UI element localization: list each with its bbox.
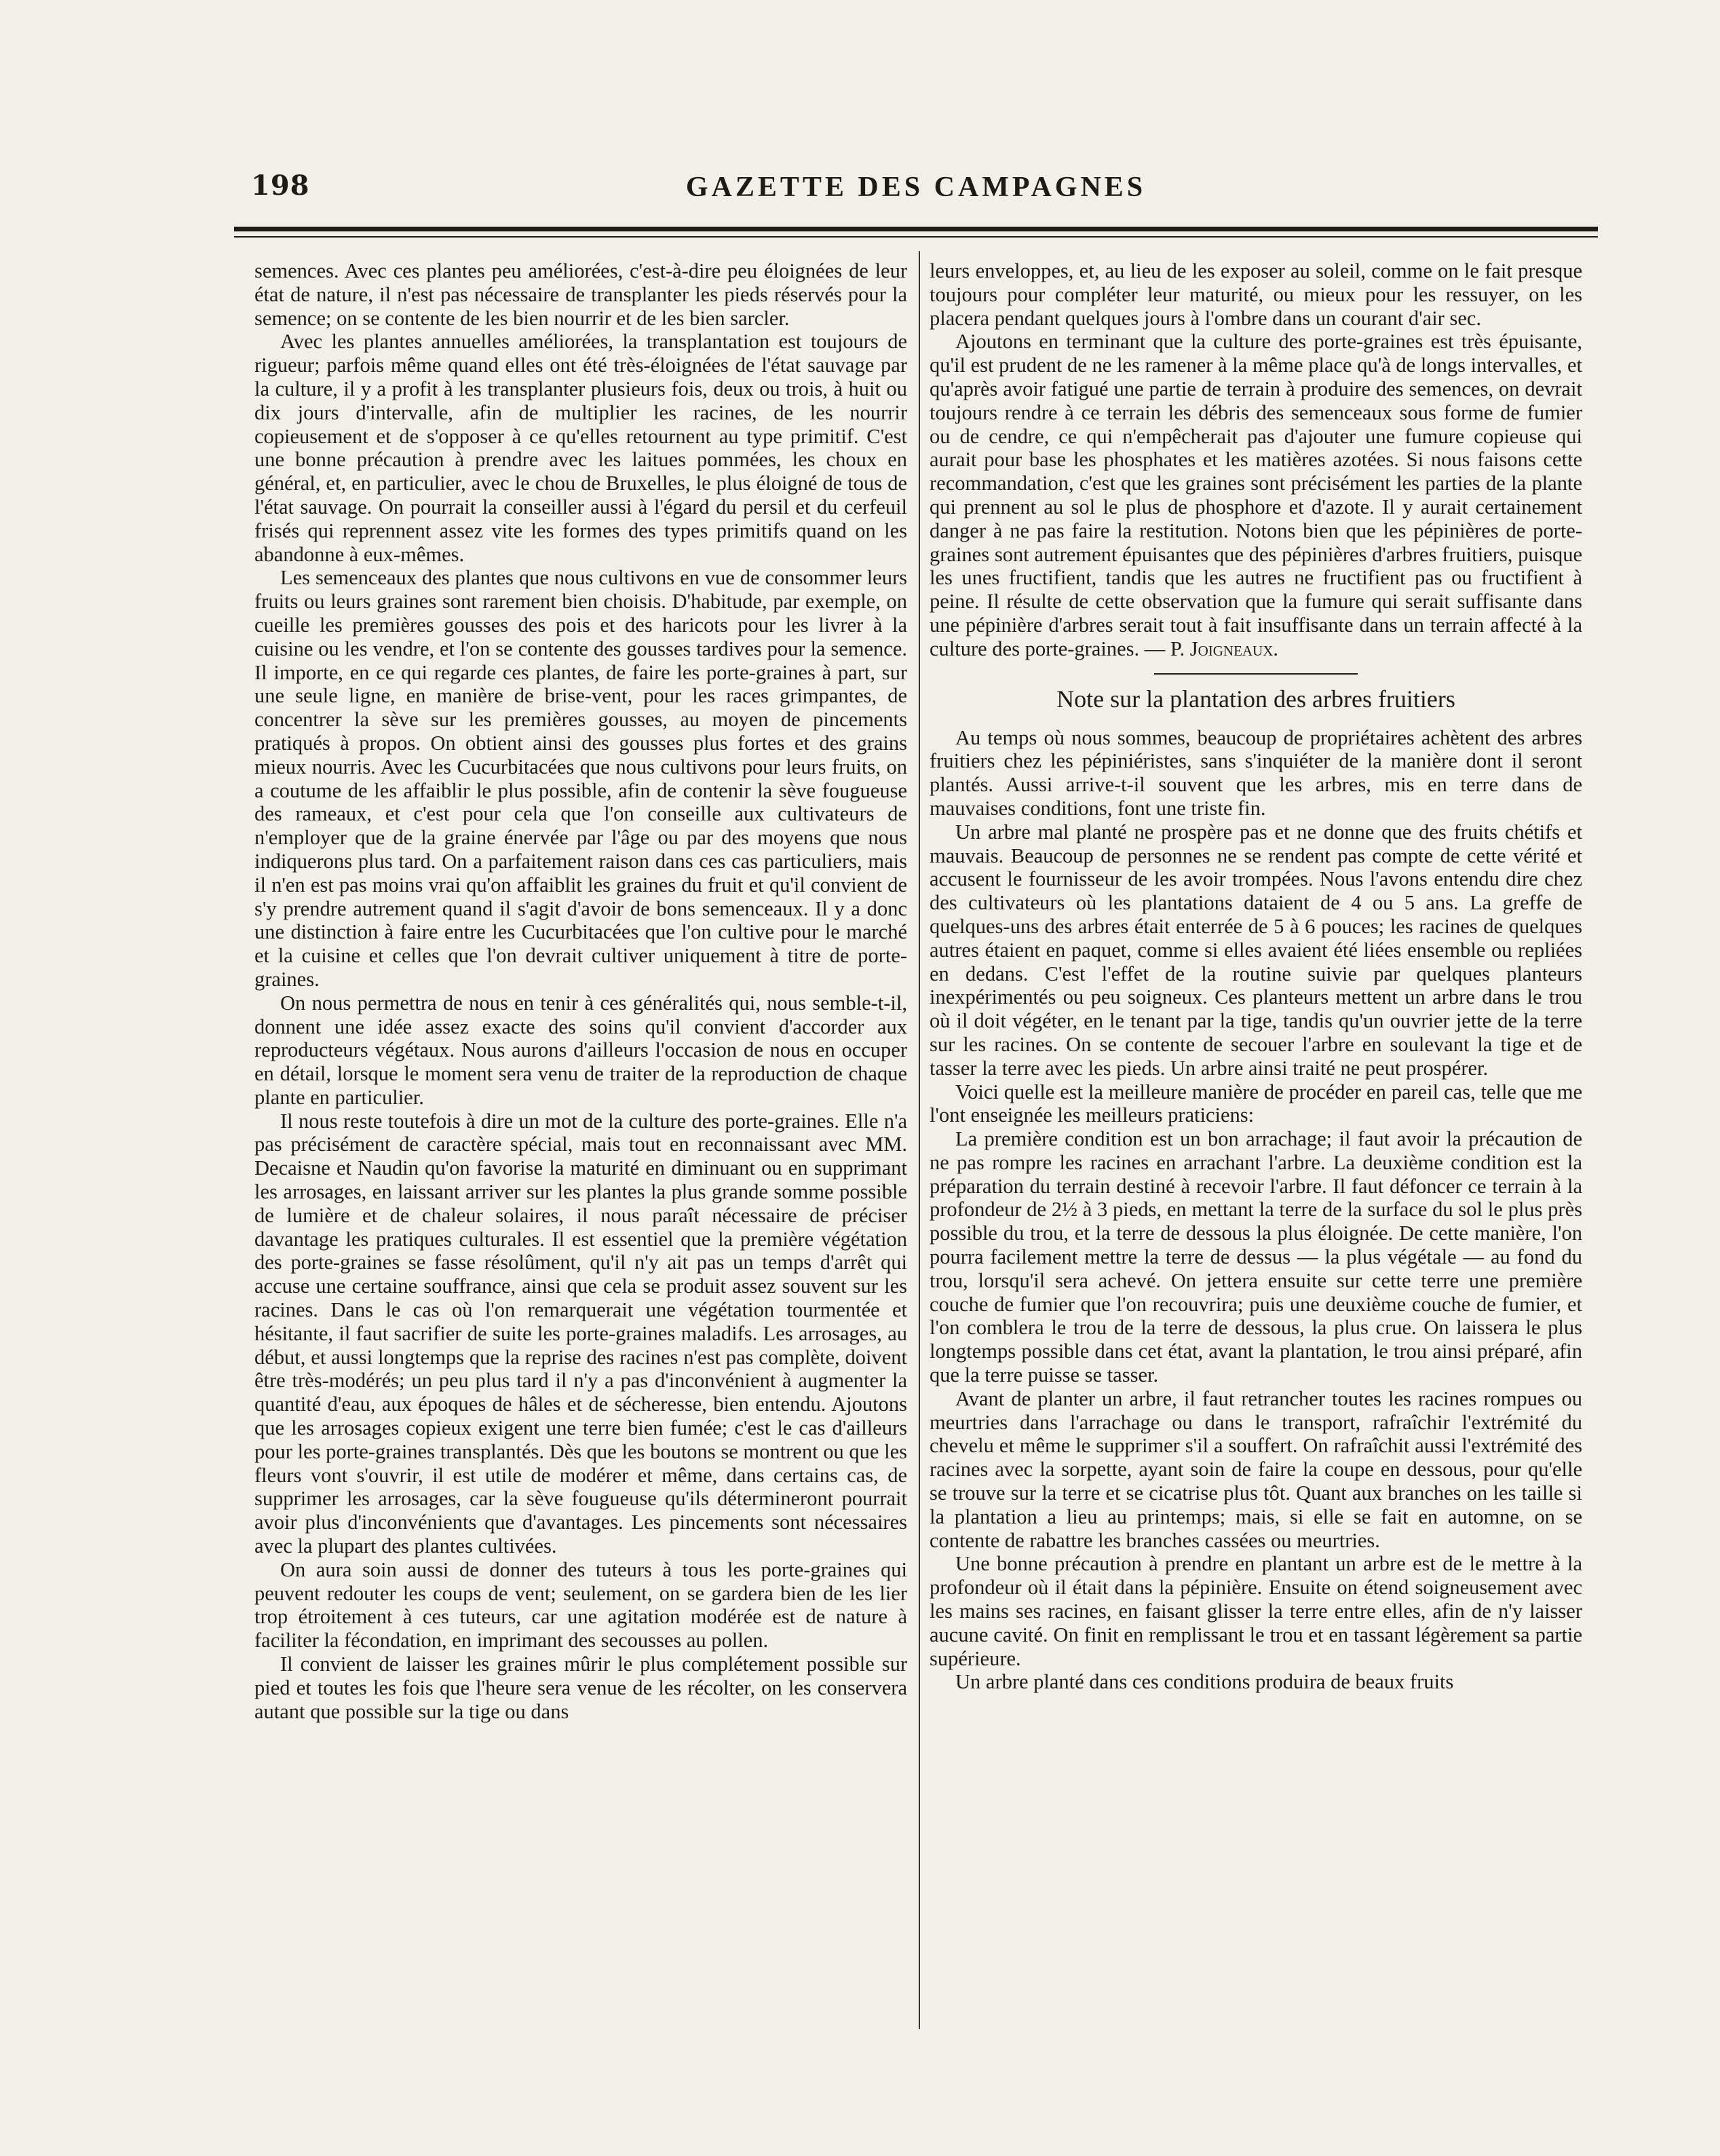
paragraph: Voici quelle est la meilleure manière de procéder en pareil cas, telle que me l'ont enseignée les meilleurs praticiens:: [930, 1080, 1582, 1127]
paragraph: Un arbre mal planté ne prospère pas et ne donne que des fruits chétifs et mauvais. Beaucoup de personnes ne se rendent pas compte de cette vérité et accusent le fournisseur de les avoir trompées. Nous l'avons entendu dire chez des cultivateurs où les plantations dataient de 4 ou 5 ans. La greffe de quelques-uns des arbres était enterrée de 5 à 6 pouces; les racines de quelques autres étaient en paquet, comme si elles avaient été liées ensemble ou repliées en dedans. C'est l'effet de la routine suivie par quelques planteurs inexpérimentés ou peu soigneux. Ces planteurs mettent un arbre dans le trou où il doit végéter, en le tenant par la tige, tandis qu'un ouvrier jette de la terre sur les racines. On se contente de secouer l'arbre en soulevant la tige et de tasser la terre avec les pieds. Un arbre ainsi traité ne peut prospérer.: [930, 820, 1582, 1080]
page-number: 198: [251, 170, 310, 202]
author-signature: P. Joigneaux.: [1170, 637, 1279, 660]
right-column: [930, 259, 1582, 2017]
paragraph: semences. Avec ces plantes peu améliorées, c'est-à-dire peu éloignées de leur état de nature, il n'est pas nécessaire de transplanter les pieds réservés pour la semence; on se contente de les bien nourrir et de les bien sarcler.: [254, 259, 907, 330]
paragraph: [930, 330, 1582, 660]
paragraph: Avant de planter un arbre, il faut retrancher toutes les racines rompues ou meurtries dans l'arrachage ou dans le transport, rafraîchir l'extrémité du chevelu et même le supprimer s'il a souffert. On rafraîchit aussi l'extrémité des racines avec la sorpette, ayant soin de faire la coupe en dessous, pour qu'elle se trouve sur la terre et se cicatrise plus tôt. Quant aux branches on les taille si la plantation a lieu au printemps; mais, si elle se fait en automne, on se contente de rabattre les branches cassées ou meurtries.: [930, 1386, 1582, 1552]
paragraph: La première condition est un bon arrachage; il faut avoir la précaution de ne pas rompre les racines en arrachant l'arbre. La deuxième condition est la préparation du terrain destiné à recevoir l'arbre. Il faut défoncer ce terrain à la profondeur de 2½ à 3 pieds, en mettant la terre de la surface du sol le plus près possible du trou, et la terre de dessous la plus éloignée. De cette manière, l'on pourra facilement mettre la terre de dessus — la plus végétale — au fond du trou, lorsqu'il sera achevé. On jettera ensuite sur cette terre une première couche de fumier que l'on recouvrira; puis une deuxième couche de fumier, et l'on comblera le trou de la terre de dessous, la plus crue. On laissera le plus longtemps possible dans cet état, avant la plantation, le trou ainsi préparé, afin que la terre puisse se tasser.: [930, 1127, 1582, 1387]
paragraph: Au temps où nous sommes, beaucoup de propriétaires achètent des arbres fruitiers chez les pépiniéristes, sans s'inquiéter de la manière dont il seront plantés. Aussi arrive-t-il souvent que les arbres, mis en terre dans de mauvaises conditions, font une triste fin.: [930, 725, 1582, 820]
header-rule-thin: [234, 236, 1598, 238]
article-title: Note sur la plantation des arbres fruitiers: [1056, 685, 1455, 713]
paragraph: Avec les plantes annuelles améliorées, la transplantation est toujours de rigueur; parfois même quand elles ont été très-éloignées de l'état sauvage par la culture, il y a profit à les transplanter plusieurs fois, deux ou trois, à huit ou dix jours d'intervalle, afin de multiplier les racines, de les nourrir copieusement et de s'opposer à ce qu'elles retournent au type primitif. C'est une bonne précaution à prendre avec les laitues pommées, les choux en général, et, en particulier, avec le chou de Bruxelles, le plus éloigné de tous de l'état sauvage. On pourrait la conseiller aussi à l'égard du persil et du cerfeuil frisés qui reprennent assez vite les formes des types primitifs quand on les abandonne à eux-mêmes.: [254, 330, 907, 566]
paragraph: On aura soin aussi de donner des tuteurs à tous les porte-graines qui peuvent redouter les coups de vent; seulement, on se gardera bien de les lier trop étroitement à ces tuteurs, car une agitation modérée est de nature à faciliter la fécondation, en imprimant des secousses au pollen.: [254, 1557, 907, 1652]
paragraph: Il convient de laisser les graines mûrir le plus complétement possible sur pied et toutes les fois que l'heure sera venue de les récolter, on les conservera autant que possible sur la tige ou dans: [254, 1652, 907, 1723]
article-separator: [1154, 673, 1358, 675]
column-divider: [919, 251, 920, 2029]
paragraph: Une bonne précaution à prendre en plantant un arbre est de le mettre à la profondeur où il était dans la pépinière. Ensuite on étend soigneusement avec les mains ses racines, en faisant glisser la terre entre elles, afin de n'y laisser aucune cavité. On finit en remplissant le trou et en tassant légèrement sa partie supérieure.: [930, 1552, 1582, 1670]
page-header: [231, 168, 1601, 208]
paragraph: Les semenceaux des plantes que nous cultivons en vue de consommer leurs fruits ou leurs graines sont rarement bien choisis. D'habitude, par exemple, on cueille les premières gousses des pois et des haricots pour les livrer à la cuisine ou les vendre, et l'on se contente des gousses tardives pour la semence. Il importe, en ce qui regarde ces plantes, de faire les porte-graines à part, sur une seule ligne, en manière de brise-vent, pour les races grimpantes, de concentrer la sève sur les premières gousses, au moyen de pincements pratiqués à propos. On obtient ainsi des gousses plus fortes et des grains mieux nourris. Avec les Cucurbitacées que nous cultivons pour leurs fruits, on a coutume de les affaiblir le plus possible, afin de contenir la sève fougueuse des rameaux, et c'est pour cela que l'on conseille aux cultivateurs de n'employer que de la graine énervée par l'âge ou par des moyens que nous indiquerons plus tard. On a parfaitement raison dans ces cas particuliers, mais il n'en est pas moins vrai qu'on affaiblit les graines du fruit et qu'il convient de s'y prendre autrement quand il s'agit d'avoir de bons semenceaux. Il y a donc une distinction à faire entre les Cucurbitacées que l'on cultive pour le marché et la cuisine et celles que l'on devrait cultiver uniquement à titre de porte-graines.: [254, 566, 907, 991]
running-title: GAZETTE DES CAMPAGNES: [685, 172, 1147, 203]
header-rule-thick: [234, 227, 1598, 231]
left-column: [254, 259, 907, 2017]
paragraph: Un arbre planté dans ces conditions produira de beaux fruits: [955, 1670, 1454, 1694]
paragraph: leurs enveloppes, et, au lieu de les exposer au soleil, comme on le fait presque toujours pour compléter leur maturité, ou mieux pour les ressuyer, on les placera pendant quelques jours à l'ombre dans un courant d'air sec.: [930, 259, 1582, 330]
paragraph: Il nous reste toutefois à dire un mot de la culture des porte-graines. Elle n'a pas précisément de caractère spécial, mais tout en reconnaissant avec MM. Decaisne et Naudin qu'on favorise la maturité en diminuant ou en supprimant les arrosages, en laissant arriver sur les plantes la plus grande somme possible de lumière et de chaleur solaires, il nous paraît nécessaire de préciser davantage les pratiques culturales. Il est essentiel que la première végétation des porte-graines se fasse résolûment, qu'il n'y ait pas un temps d'arrêt qui accuse une certaine souffrance, ainsi que cela se produit assez souvent sur les racines. Dans le cas où l'on remarquerait une végétation tourmentée et hésitante, il faut sacrifier de suite les porte-graines maladifs. Les arrosages, au début, et aussi longtemps que la reprise des racines n'est pas complète, doivent être très-modérés; un peu plus tard il n'y a pas d'inconvénient à augmenter la quantité d'eau, aux époques de hâles et de sécheresse, bien entendu. Ajoutons que les arrosages copieux exigent une terre bien fumée; c'est le cas d'ailleurs pour les porte-graines transplantés. Dès que les boutons se montrent ou que les fleurs vont s'ouvrir, il est utile de modérer et même, dans certains cas, de supprimer les arrosages, car la sève fougueuse qu'ils détermineront pourrait avoir plus d'inconvénients que d'avantages. Les pincements sont nécessaires avec la plupart des plantes cultivées.: [254, 1109, 907, 1558]
paragraph: On nous permettra de nous en tenir à ces généralités qui, nous semble-t-il, donnent une idée assez exacte des soins qu'il convient d'accorder aux reproducteurs végétaux. Nous aurons d'ailleurs l'occasion de nous en occuper en détail, lorsque le moment sera venu de traiter de la reproduction de chaque plante en particulier.: [254, 991, 907, 1109]
paragraph-text: Ajoutons en terminant que la culture des porte-graines est très épuisante, qu'il est prudent de ne les ramener à la même place qu'à de longs intervalles, et qu'après avoir fatigué une partie de terrain à produire des semences, on devrait toujours rendre à ce terrain les débris des semenceaux sous forme de fumier ou de cendre, ce qui n'empêcherait pas d'ajouter une fumure copieuse qui aurait pour base les phosphates et les matières azotées. Si nous faisons cette recommandation, c'est que les graines sont précisément les parties de la plante qui prennent au sol le plus de phosphore et d'azote. Il y aurait certainement danger à ne pas faire la restitution. Notons bien que les pépinières de porte-graines sont autrement épuisantes que des pépinières d'arbres fruitiers, puisque les unes fructifient, tandis que les autres ne fructifient pas ou fructifient à peine. Il résulte de cette observation que la fumure qui serait suffisante dans une pépinière d'arbres serait tout à fait insuffisante dans un terrain affecté à la culture des porte-graines. —: [930, 330, 1582, 660]
